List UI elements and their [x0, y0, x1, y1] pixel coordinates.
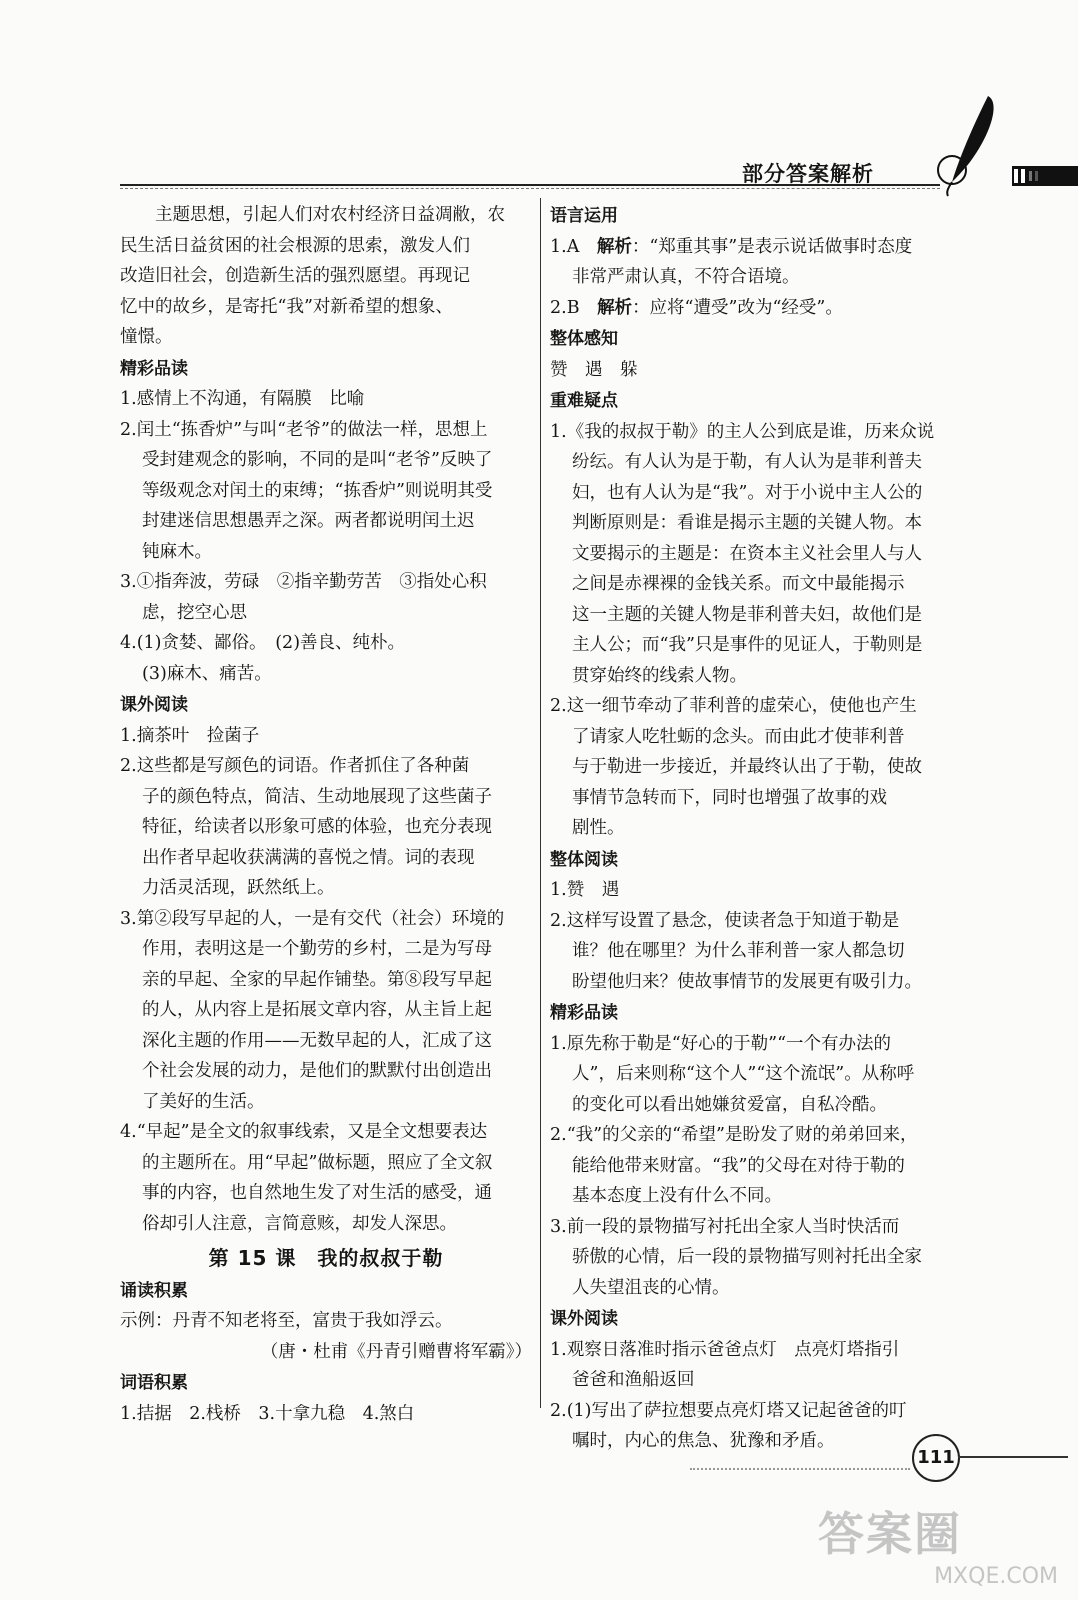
answer-line: 1.感情上不沟通，有隔膜 比喻 [120, 389, 365, 409]
answer-line: 这一主题的关键人物是菲利普夫妇，故他们是 [572, 604, 922, 625]
answer-line: 出作者早起收获满满的喜悦之情。词的表现 [142, 847, 475, 868]
answer-line: 骄傲的心情，后一段的景物描写则衬托出全家 [572, 1247, 922, 1267]
section-heading: 整体感知 [550, 329, 618, 349]
answer-line: 1.赞 遇 [550, 880, 620, 900]
watermark-logo [818, 1498, 1068, 1588]
answer-line: 人”，后来则称“这个人”“这个流氓”。从称呼 [572, 1064, 915, 1084]
answer-line: 剧性。 [572, 818, 625, 838]
answer-line: 封建迷信思想愚弄之深。两者都说明闰土迟 [142, 511, 475, 531]
left-column [120, 200, 532, 1429]
answer-line: 非常严肃认真，不符合语境。 [572, 267, 800, 287]
answer-line: 事情节急转而下，同时也增强了故事的戏 [572, 787, 887, 808]
section-heading: 语言运用 [550, 206, 618, 226]
watermark-text: 答案圈 [818, 1507, 962, 1561]
answer-line: 的人，从内容上是拓展文章内容，从主旨上起 [142, 1000, 492, 1020]
answer-line: 了请家人吃牡蛎的念头。而由此才使菲利普 [572, 726, 905, 747]
header-rule-dashed [120, 188, 940, 189]
section-heading: 诵读积累 [120, 1280, 188, 1301]
section-heading: 词语积累 [120, 1373, 188, 1393]
answer-line: 之间是赤裸裸的金钱关系。而文中最能揭示 [572, 574, 905, 594]
answer-line: 示例：丹青不知老将至，富贵于我如浮云。 [120, 1311, 453, 1331]
answer-line: 文要揭示的主题是：在资本主义社会里人与人 [572, 543, 922, 564]
answer-line: 亲的早起、全家的早起作铺垫。第⑧段写早起 [142, 969, 492, 990]
answer-line: 1.原先称于勒是“好心的于勒”“一个有办法的 [550, 1033, 892, 1054]
answer-line: 3.①指奔波，劳碌 ②指辛勤劳苦 ③指处心积 [120, 572, 487, 592]
header-rule [120, 184, 940, 186]
answer-line: 能给他带来财富。“我”的父母在对待于勒的 [572, 1155, 905, 1176]
quill-pen-icon [930, 92, 1010, 202]
intro-line: 主题思想，引起人们对农村经济日益凋敝，农 [155, 205, 505, 225]
section-heading: 整体阅读 [550, 849, 618, 870]
answer-line: 4.“早起”是全文的叙事线索，又是全文想要表达 [120, 1122, 488, 1142]
answer-line: 谁？他在哪里？为什么菲利普一家人都急切 [572, 941, 905, 961]
answer-text: ：应将“遭受”改为“经受”。 [632, 297, 843, 318]
answer-prefix: 1.A [550, 236, 597, 257]
answer-line: 个社会发展的动力，是他们的默默付出创造出 [142, 1061, 492, 1081]
answer-line: 等级观念对闰土的束缚；“拣香炉”则说明其受 [142, 480, 493, 501]
answer-line: 与于勒进一步接近，并最终认出了于勒，使故 [572, 757, 922, 777]
analysis-label: 解析 [596, 236, 632, 257]
intro-line: 憧憬。 [120, 327, 173, 347]
column-divider [540, 198, 541, 1408]
answer-line: 嘱时，内心的焦急、犹豫和矛盾。 [572, 1431, 835, 1451]
answer-line: 人失望沮丧的心情。 [572, 1277, 730, 1298]
answer-line: 的主题所在。用“早起”做标题，照应了全文叙 [142, 1152, 493, 1173]
answer-line: 3.第②段写早起的人，一是有交代（社会）环境的 [120, 908, 505, 929]
answer-line [550, 293, 962, 324]
answer-line: 力活灵活现，跃然纸上。 [142, 878, 335, 898]
answer-line: 2.这样写设置了悬念，使读者急于知道于勒是 [550, 910, 900, 931]
answer-line: 事的内容，也自然地生发了对生活的感受，通 [142, 1183, 492, 1203]
answer-line: 1.摘茶叶 捡菌子 [120, 725, 260, 746]
answer-line: 2.闰土“拣香炉”与叫“老爷”的做法一样，思想上 [120, 419, 488, 440]
answer-line: 赞 遇 躲 [550, 359, 638, 380]
answer-prefix: 2.B [550, 297, 598, 318]
answer-line: 钝麻木。 [142, 541, 212, 562]
header-title: 部分答案解析 [742, 162, 874, 186]
answer-line [550, 232, 962, 263]
intro-line: 民生活日益贫困的社会根源的思索，激发人们 [120, 235, 470, 256]
lesson-title: 第 15 课 我的叔叔于勒 [208, 1246, 444, 1270]
page-number-rule [958, 1456, 1068, 1458]
answer-line: 判断原则是：看谁是揭示主题的关键人物。本 [572, 513, 922, 533]
answer-line: 虑，挖空心思 [142, 602, 247, 623]
answer-line: 盼望他归来？使故事情节的发展更有吸引力。 [572, 971, 922, 992]
answer-line: 主人公；而“我”只是事件的见证人，于勒则是 [572, 635, 923, 655]
answer-line: 贯穿始终的线索人物。 [572, 665, 747, 686]
answer-line: 作用，表明这是一个勤劳的乡村，二是为写母 [142, 939, 492, 959]
section-heading: 精彩品读 [550, 1003, 618, 1023]
header-marker-bar [1012, 166, 1078, 186]
answer-line: 1.拮据 2.栈桥 3.十拿九稳 4.煞白 [120, 1403, 415, 1424]
answer-line: 爸爸和渔船返回 [572, 1370, 695, 1390]
answer-line: 受封建观念的影响，不同的是叫“老爷”反映了 [142, 450, 493, 470]
right-column [550, 200, 962, 1457]
answer-line: 纷纭。有人认为是于勒，有人认为是菲利普夫 [572, 452, 922, 472]
page-number: 111 [912, 1434, 960, 1482]
answer-line: 1.《我的叔叔于勒》的主人公到底是谁，历来众说 [550, 421, 935, 442]
answer-text: ：“郑重其事”是表示说话做事时态度 [631, 236, 913, 257]
answer-line: 3.前一段的景物描写衬托出全家人当时快活而 [550, 1216, 900, 1237]
answer-line: 子的颜色特点，简洁、生动地展现了这些菌子 [142, 786, 492, 807]
section-heading: 课外阅读 [120, 695, 188, 715]
section-heading: 课外阅读 [550, 1309, 618, 1329]
answer-line: 2.这些都是写颜色的词语。作者抓住了各种菌 [120, 756, 470, 776]
answer-line: 1.观察日落准时指示爸爸点灯 点亮灯塔指引 [550, 1339, 900, 1360]
watermark-domain: MXQE.COM [934, 1564, 1058, 1589]
answer-line: 4.(1)贪婪、鄙俗。 (2)善良、纯朴。 [120, 633, 406, 653]
answer-line: 深化主题的作用——无数早起的人，汇成了这 [142, 1030, 492, 1051]
intro-line: 忆中的故乡，是寄托“我”对新希望的想象、 [120, 296, 453, 317]
answer-line: 2.这一细节牵动了菲利普的虚荣心，使他也产生 [550, 696, 917, 716]
answer-line: 特征，给读者以形象可感的体验，也充分表现 [142, 817, 492, 837]
answer-line: 基本态度上没有什么不同。 [572, 1186, 782, 1206]
analysis-label: 解析 [597, 297, 633, 318]
footer-dotted-rule [690, 1468, 910, 1470]
answer-line: 俗却引人注意，言简意赅，却发人深思。 [142, 1213, 457, 1234]
section-heading: 精彩品读 [120, 358, 188, 379]
answer-line: 2.(1)写出了萨拉想要点亮灯塔又记起爸爸的叮 [550, 1400, 907, 1421]
section-heading: 重难疑点 [550, 391, 618, 411]
answer-line: 的变化可以看出她嫌贫爱富，自私冷酷。 [572, 1094, 887, 1115]
answer-line: 了美好的生活。 [142, 1091, 265, 1112]
answer-line: 2.“我”的父亲的“希望”是盼发了财的弟弟回来， [550, 1125, 918, 1145]
citation-line: （唐・杜甫《丹青引赠曹将军霸》） [260, 1341, 532, 1362]
answer-line: 妇，也有人认为是“我”。对于小说中主人公的 [572, 482, 923, 503]
intro-line: 改造旧社会，创造新生活的强烈愿望。再现记 [120, 266, 470, 286]
answer-line: (3)麻木、痛苦。 [142, 663, 272, 684]
